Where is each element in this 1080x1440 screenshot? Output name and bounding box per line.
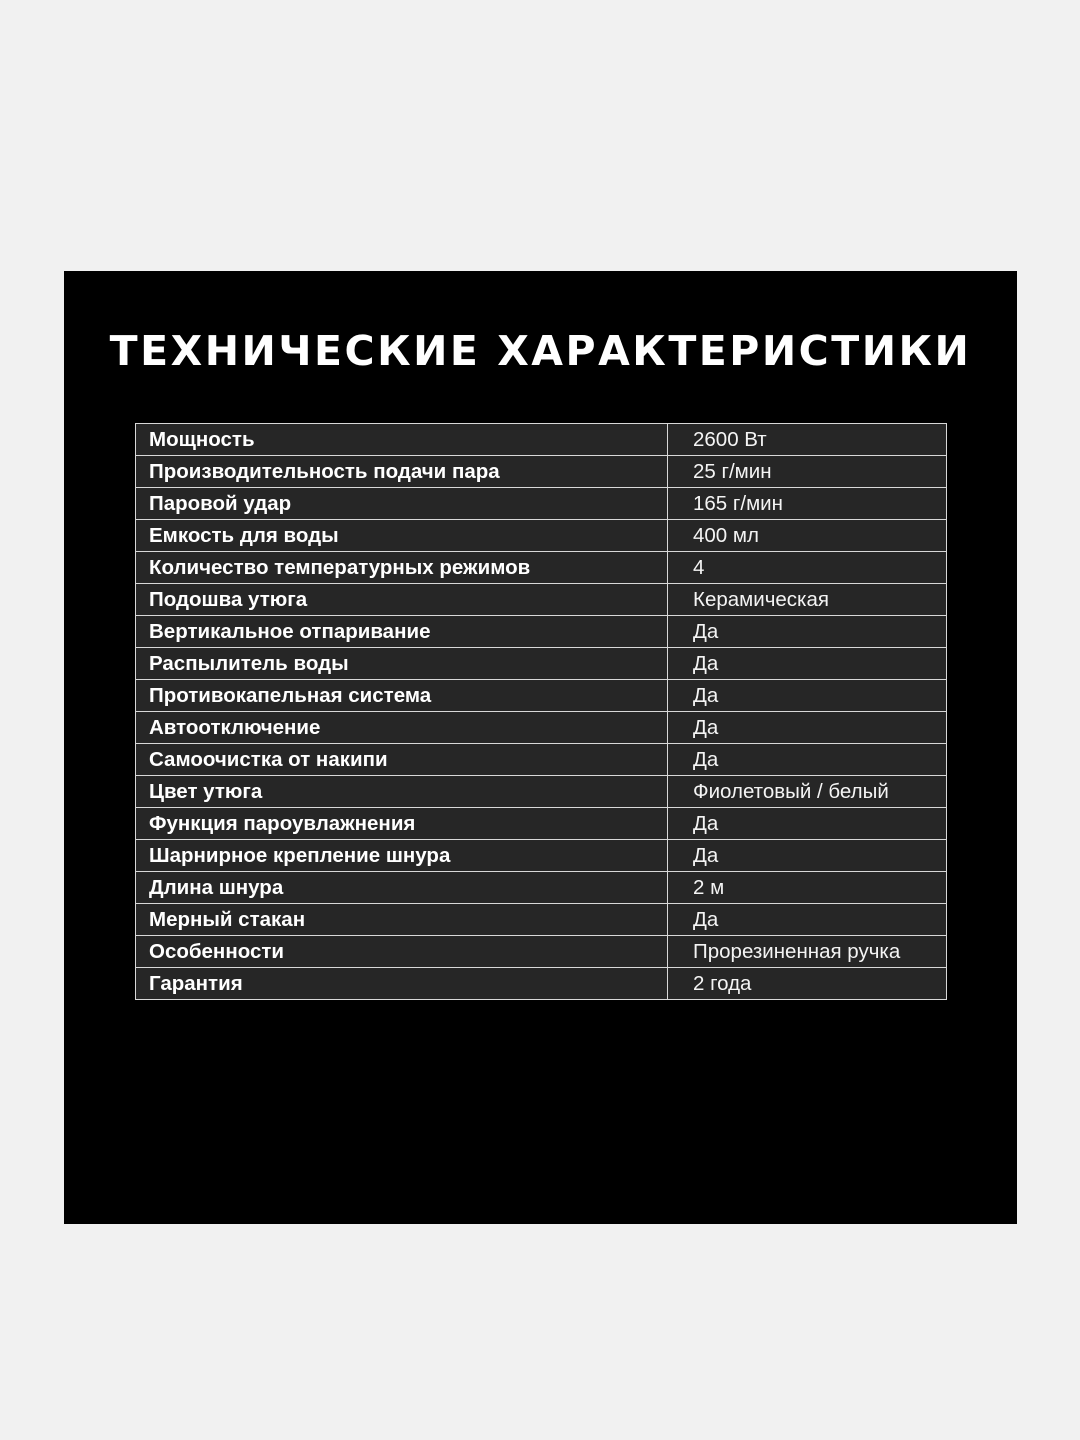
spec-label: Гарантия bbox=[136, 968, 668, 1000]
spec-label: Емкость для воды bbox=[136, 520, 668, 552]
spec-label: Самоочистка от накипи bbox=[136, 744, 668, 776]
table-row bbox=[136, 776, 947, 808]
table-row bbox=[136, 488, 947, 520]
spec-label: Цвет утюга bbox=[136, 776, 668, 808]
spec-value: Да bbox=[668, 744, 947, 776]
spec-panel bbox=[64, 271, 1017, 1224]
table-row bbox=[136, 904, 947, 936]
spec-value: Да bbox=[668, 712, 947, 744]
spec-label: Длина шнура bbox=[136, 872, 668, 904]
spec-value: 25 г/мин bbox=[668, 456, 947, 488]
spec-table-body bbox=[136, 424, 947, 1000]
spec-value: Да bbox=[668, 680, 947, 712]
spec-label: Мерный стакан bbox=[136, 904, 668, 936]
spec-value: 165 г/мин bbox=[668, 488, 947, 520]
table-row bbox=[136, 584, 947, 616]
table-row bbox=[136, 680, 947, 712]
table-row bbox=[136, 552, 947, 584]
spec-value: Фиолетовый / белый bbox=[668, 776, 947, 808]
spec-value: Да bbox=[668, 648, 947, 680]
table-row bbox=[136, 936, 947, 968]
table-row bbox=[136, 424, 947, 456]
table-row bbox=[136, 744, 947, 776]
spec-label: Противокапельная система bbox=[136, 680, 668, 712]
spec-label: Функция пароувлажнения bbox=[136, 808, 668, 840]
table-row bbox=[136, 712, 947, 744]
spec-label: Автоотключение bbox=[136, 712, 668, 744]
table-row bbox=[136, 520, 947, 552]
spec-label: Мощность bbox=[136, 424, 668, 456]
spec-label: Распылитель воды bbox=[136, 648, 668, 680]
spec-value: 2 м bbox=[668, 872, 947, 904]
spec-label: Паровой удар bbox=[136, 488, 668, 520]
spec-label: Особенности bbox=[136, 936, 668, 968]
table-row bbox=[136, 648, 947, 680]
table-row bbox=[136, 872, 947, 904]
spec-label: Производительность подачи пара bbox=[136, 456, 668, 488]
page-title: ТЕХНИЧЕСКИЕ ХАРАКТЕРИСТИКИ bbox=[109, 327, 972, 375]
table-row bbox=[136, 968, 947, 1000]
spec-value: Да bbox=[668, 616, 947, 648]
spec-table bbox=[135, 423, 947, 1000]
spec-label: Шарнирное крепление шнура bbox=[136, 840, 668, 872]
spec-label: Количество температурных режимов bbox=[136, 552, 668, 584]
spec-label: Вертикальное отпаривание bbox=[136, 616, 668, 648]
spec-value: Да bbox=[668, 904, 947, 936]
spec-value: 2600 Вт bbox=[668, 424, 947, 456]
spec-value: Прорезиненная ручка bbox=[668, 936, 947, 968]
spec-value: 4 bbox=[668, 552, 947, 584]
spec-value: Да bbox=[668, 808, 947, 840]
spec-value: Керамическая bbox=[668, 584, 947, 616]
table-row bbox=[136, 840, 947, 872]
spec-value: 2 года bbox=[668, 968, 947, 1000]
table-row bbox=[136, 808, 947, 840]
table-row bbox=[136, 456, 947, 488]
table-row bbox=[136, 616, 947, 648]
spec-value: 400 мл bbox=[668, 520, 947, 552]
spec-value: Да bbox=[668, 840, 947, 872]
spec-label: Подошва утюга bbox=[136, 584, 668, 616]
